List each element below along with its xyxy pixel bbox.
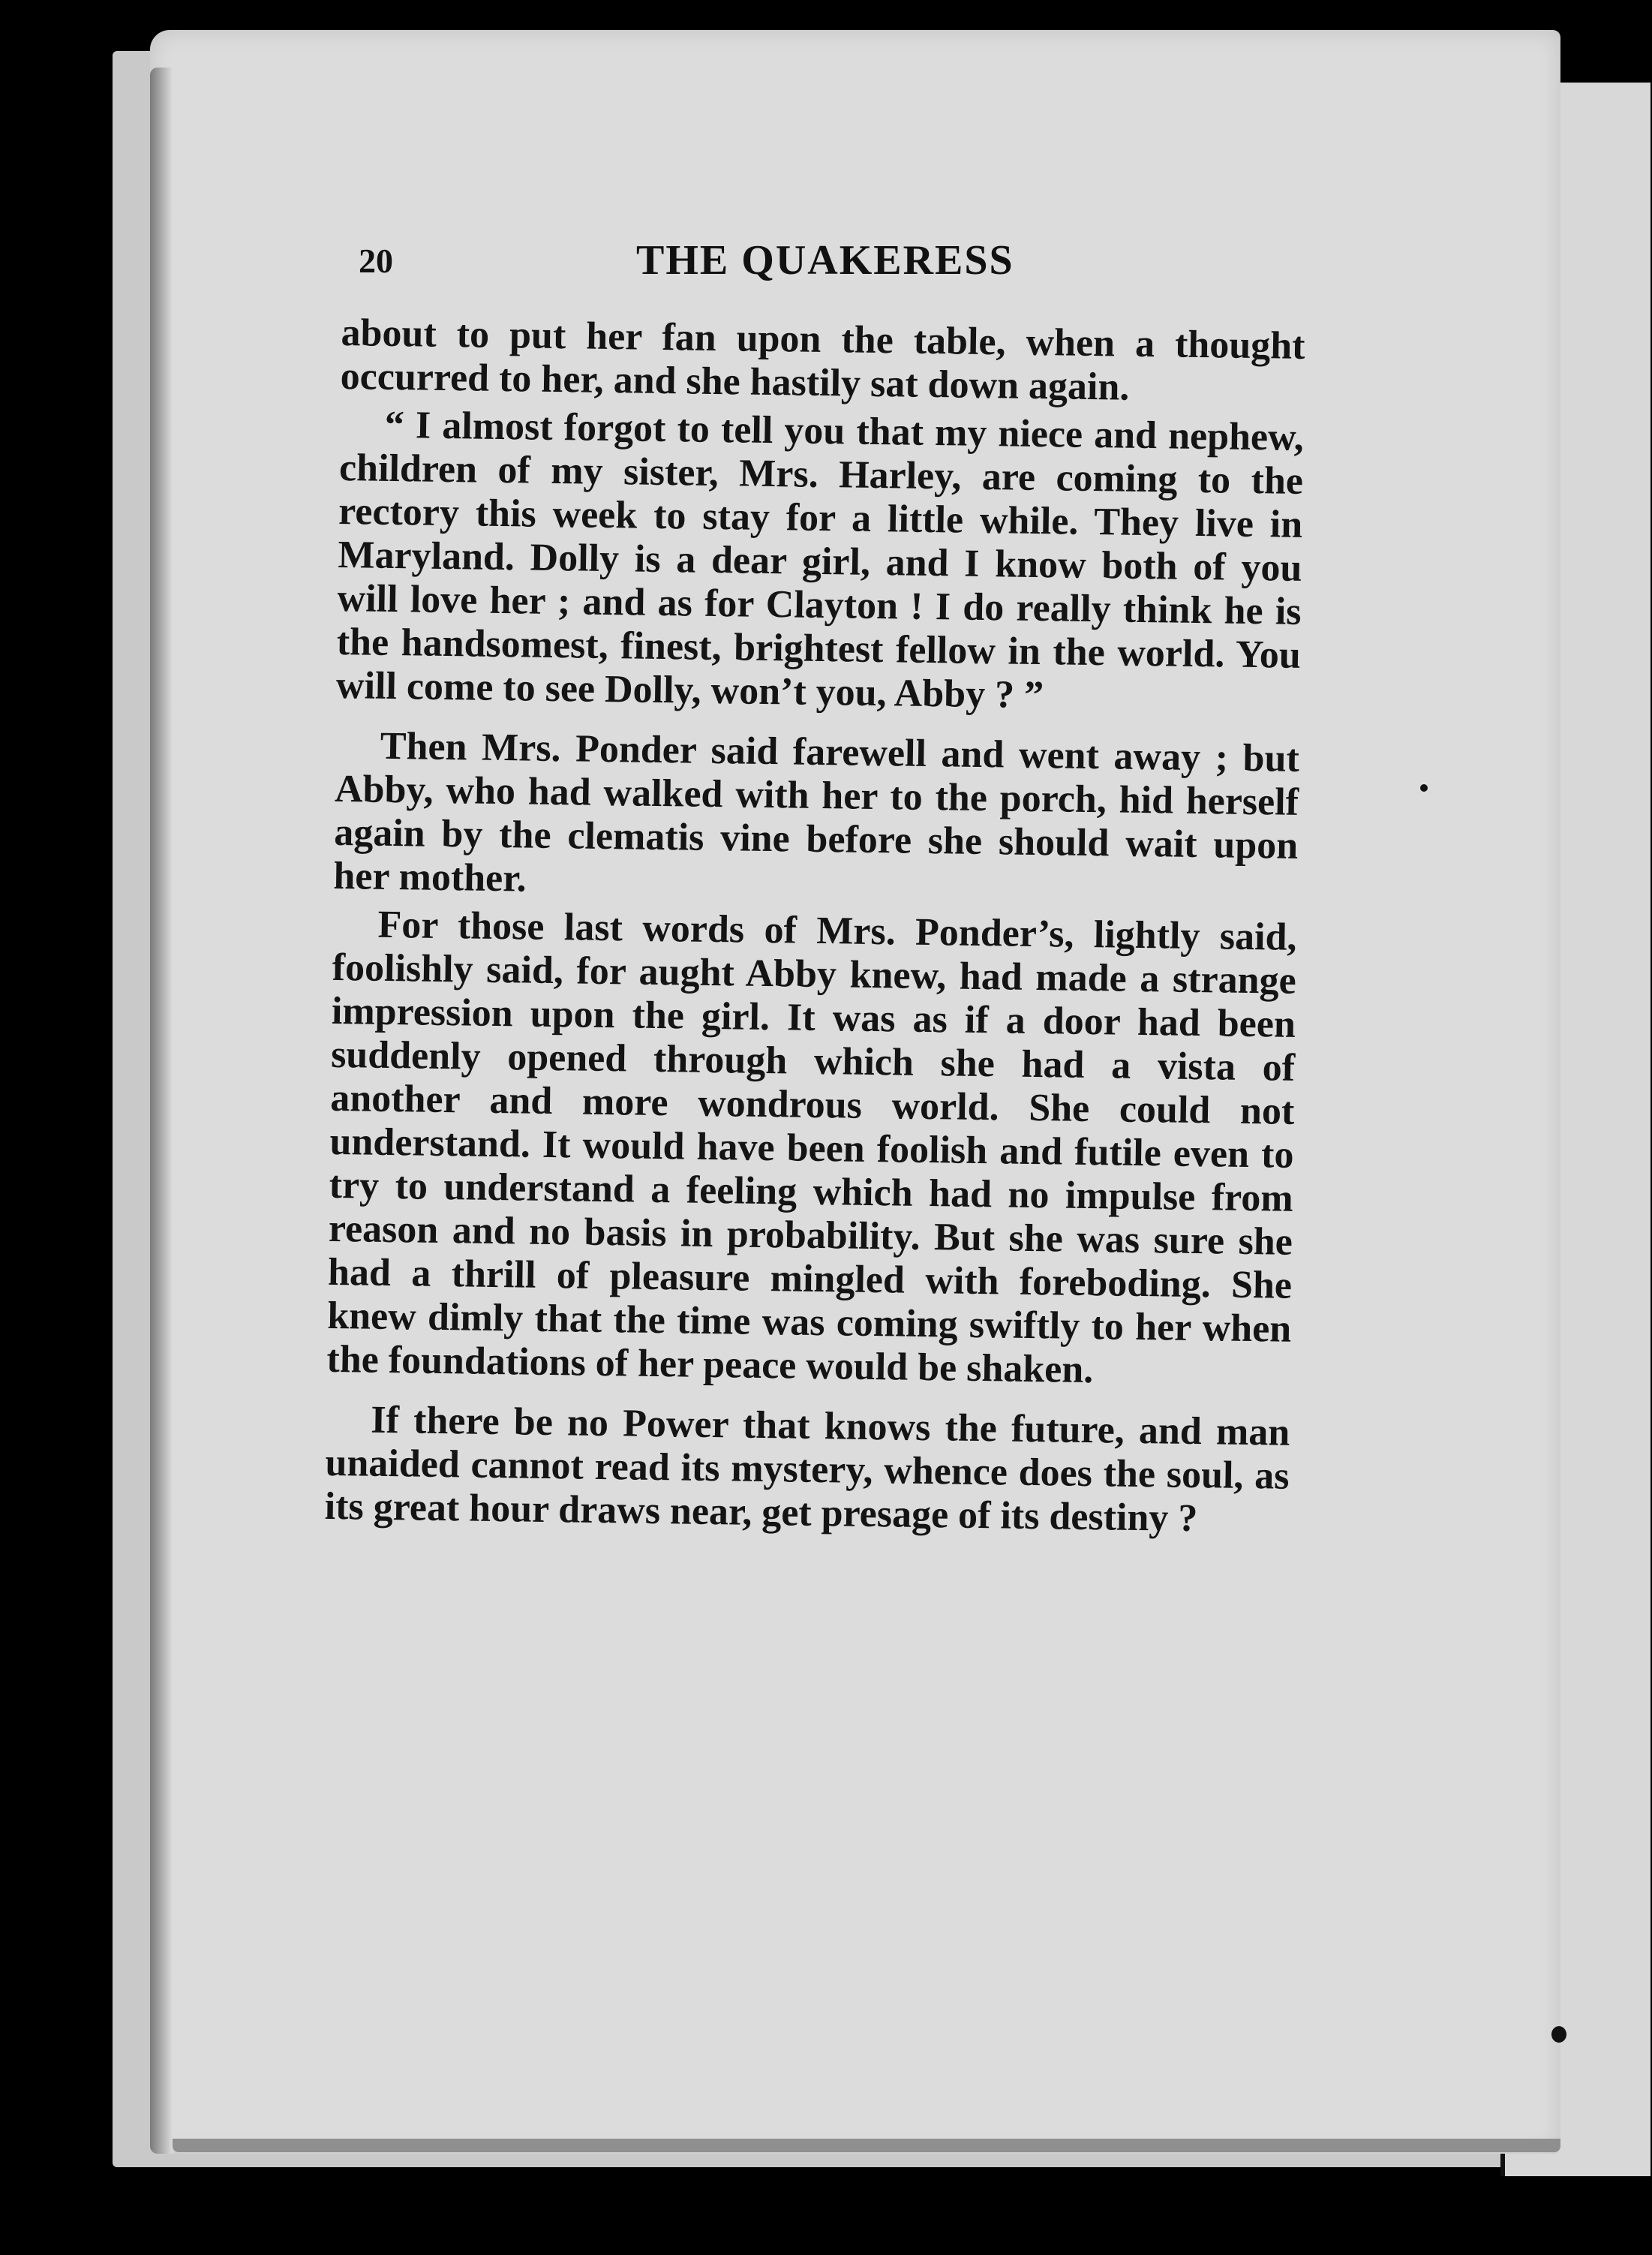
scan-border: [1560, 0, 1652, 83]
body-text: [324, 311, 1305, 1542]
page-number: 20: [359, 242, 393, 280]
page-bottom-edge: [173, 2139, 1560, 2152]
paragraph-3: Then Mrs. Ponder said farewell and went away ; but Abby, who had walked with her to the porch, hid herself again by the clematis vine before she should wait upon her mother.: [333, 724, 1300, 900]
page-header: [359, 236, 1304, 289]
paragraph-2: “ I almost forgot to tell you that my niece and nephew, children of my sister, Mrs. Harley, are coming to the rectory this week to stay for a little while. They live in Maryland. Dolly is a dear girl, and I know both of you will love her ; and as for Clayton ! I do really think he is the handsomest, finest, brightest fellow in the world. You will come to see Dolly, won’t you, Abby ? ”: [335, 403, 1305, 717]
ink-speck: [1420, 784, 1428, 792]
paragraph-5: If there be no Power that knows the future, and man unaided cannot read its mystery, whence does the soul, as its great hour draws near, get presage of its destiny ?: [324, 1398, 1290, 1541]
running-title: THE QUAKERESS: [636, 237, 1014, 284]
paragraph-4: For those last words of Mrs. Ponder’s, lightly said, foolishly said, for aught Abby knew, had made a strange impression upon the girl. It was as if a door had been suddenly opened through which she had a vista of another and more wondrous world. She could not understand. It would have been foolish and futile even to try to understand a feeling which had no impulse from reason and no basis in probability. But she was sure she had a thrill of pleasure mingled with foreboding. She knew dimly that the time was coming swiftly to her when the foundations of her peace would be shaken.: [326, 903, 1297, 1392]
page-left-shadow: [150, 68, 173, 2154]
paragraph-1: about to put her fan upon the table, when a thought occurred to her, and she hastily sat down again.: [340, 311, 1305, 409]
ink-speck: [1551, 2026, 1566, 2043]
